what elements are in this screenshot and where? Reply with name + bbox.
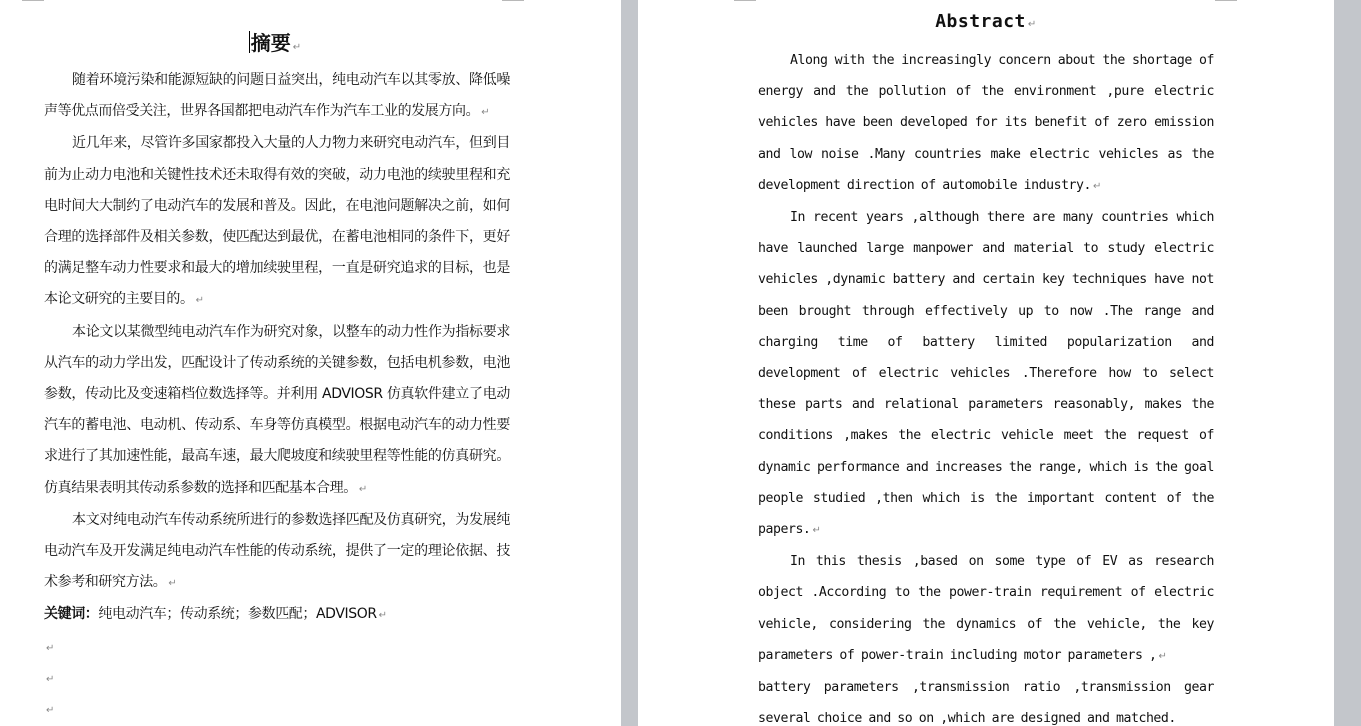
paragraph-mark: ↵ (292, 42, 302, 53)
page-title: 摘要 ↵ (250, 31, 302, 55)
abstract-body-chinese[interactable] (44, 65, 510, 725)
paragraph-mark: ↵ (1093, 180, 1101, 192)
paragraph-mark: ↵ (46, 705, 54, 717)
empty-paragraph (44, 694, 510, 725)
paragraph: 本论文以某微型纯电动汽车作为研究对象，以整车的动力性作为指标要求从汽车的动力学出发，匹配设计了传动系统的关键参数，包括电机参数，电池参数，传动比及变速箱档位数选择等。并利用 ADVIOSR 仿真软件建立了电动汽车的蓄电池、电动机、传动系、车身等仿真模型。根据电动汽车的动力性要求进行了其加速性能，最高车速，最大爬坡度和续驶里程等性能的仿真研究。仿真结果表明其传动系参数的选择和匹配基本合理。 ↵ (44, 323, 510, 496)
paragraph: In recent years ,although there are many countries which have launched large manpower and material to study electric vehicles ,dynamic battery and certain key techniques have not been brought through effectively up to now .The range and charging time of battery limited popularization and development of electric vehicles .Therefore how to select these parts and relational parameters reasonably, makes the conditions ,makes the electric vehicle meet the request of dynamic performance and increases the range, which is the goal people studied ,then which is the important content of the papers. ↵ (758, 210, 1214, 538)
paragraph-mark: ↵ (481, 107, 490, 119)
keywords-label: 关键词： (44, 606, 99, 623)
paragraph-mark: ↵ (1027, 19, 1037, 30)
page-corner-mark (1215, 0, 1237, 1)
paragraph-mark: ↵ (1158, 650, 1167, 662)
keywords: 纯电动汽车；传动系统；参数匹配；ADVISOR (98, 606, 377, 623)
paragraph: 近几年来，尽管许多国家都投入大量的人力物力来研究电动汽车，但到目前为止动力电池和关键性技术还未取得有效的突破，动力电池的续驶里程和充电时间大大制约了电动汽车的发展和普及。因此，在电池问题解决之前，如何合理的选择部件及相关参数，使匹配达到最优，在蓄电池相同的条件下，更好的满足整车动力性要求和最大的增加续驶里程，一直是研究追求的目标，也是本论文研究的主要目的。 ↵ (44, 135, 510, 308)
paragraph-mark: ↵ (46, 642, 54, 654)
document-page-chinese[interactable] (0, 0, 621, 726)
paragraph-mark: ↵ (358, 483, 367, 495)
paragraph: In this thesis ,based on some type of EV as research object .According to the power-train requirement of electric vehicle, considering the dynamics of the vehicle, the key parameters of power-train including motor parameters , ↵ (758, 554, 1214, 663)
page-title: Abstract ↵ (935, 11, 1037, 32)
paragraph-mark: ↵ (378, 610, 387, 622)
paragraph-mark: ↵ (46, 673, 54, 685)
page-gap (621, 0, 638, 726)
paragraph-mark: ↵ (812, 525, 821, 537)
empty-paragraph (44, 663, 510, 694)
paragraph: 本文对纯电动汽车传动系统所进行的参数选择匹配及仿真研究，为发展纯电动汽车及开发满足纯电动汽车性能的传动系统，提供了一定的理论依据、技术参考和研究方法。 ↵ (44, 511, 510, 591)
keywords-line (44, 599, 510, 631)
paragraph-mark: ↵ (168, 578, 177, 590)
page-corner-mark (502, 0, 524, 1)
page-corner-mark (22, 0, 44, 1)
page-gap (1334, 0, 1361, 726)
paragraph: battery parameters ,transmission ratio ,transmission gear several choice and so on ,which are designed and matched. (758, 680, 1214, 726)
empty-paragraph (44, 632, 510, 663)
text-cursor (249, 31, 250, 53)
document-page-english[interactable] (638, 0, 1334, 726)
paragraph-mark: ↵ (195, 295, 204, 307)
paragraph: 随着环境污染和能源短缺的问题日益突出，纯电动汽车以其零放、降低噪声等优点而倍受关注，世界各国都把电动汽车作为汽车工业的发展方向。 ↵ (44, 72, 510, 120)
abstract-body-english[interactable] (758, 45, 1214, 726)
page-corner-mark (734, 0, 756, 1)
paragraph: Along with the increasingly concern about the shortage of energy and the pollution of the environment ,pure electric vehicles have been developed for its benefit of zero emission and low noise .Many countries make electric vehicles as the development direction of automobile industry. ↵ (758, 53, 1214, 193)
